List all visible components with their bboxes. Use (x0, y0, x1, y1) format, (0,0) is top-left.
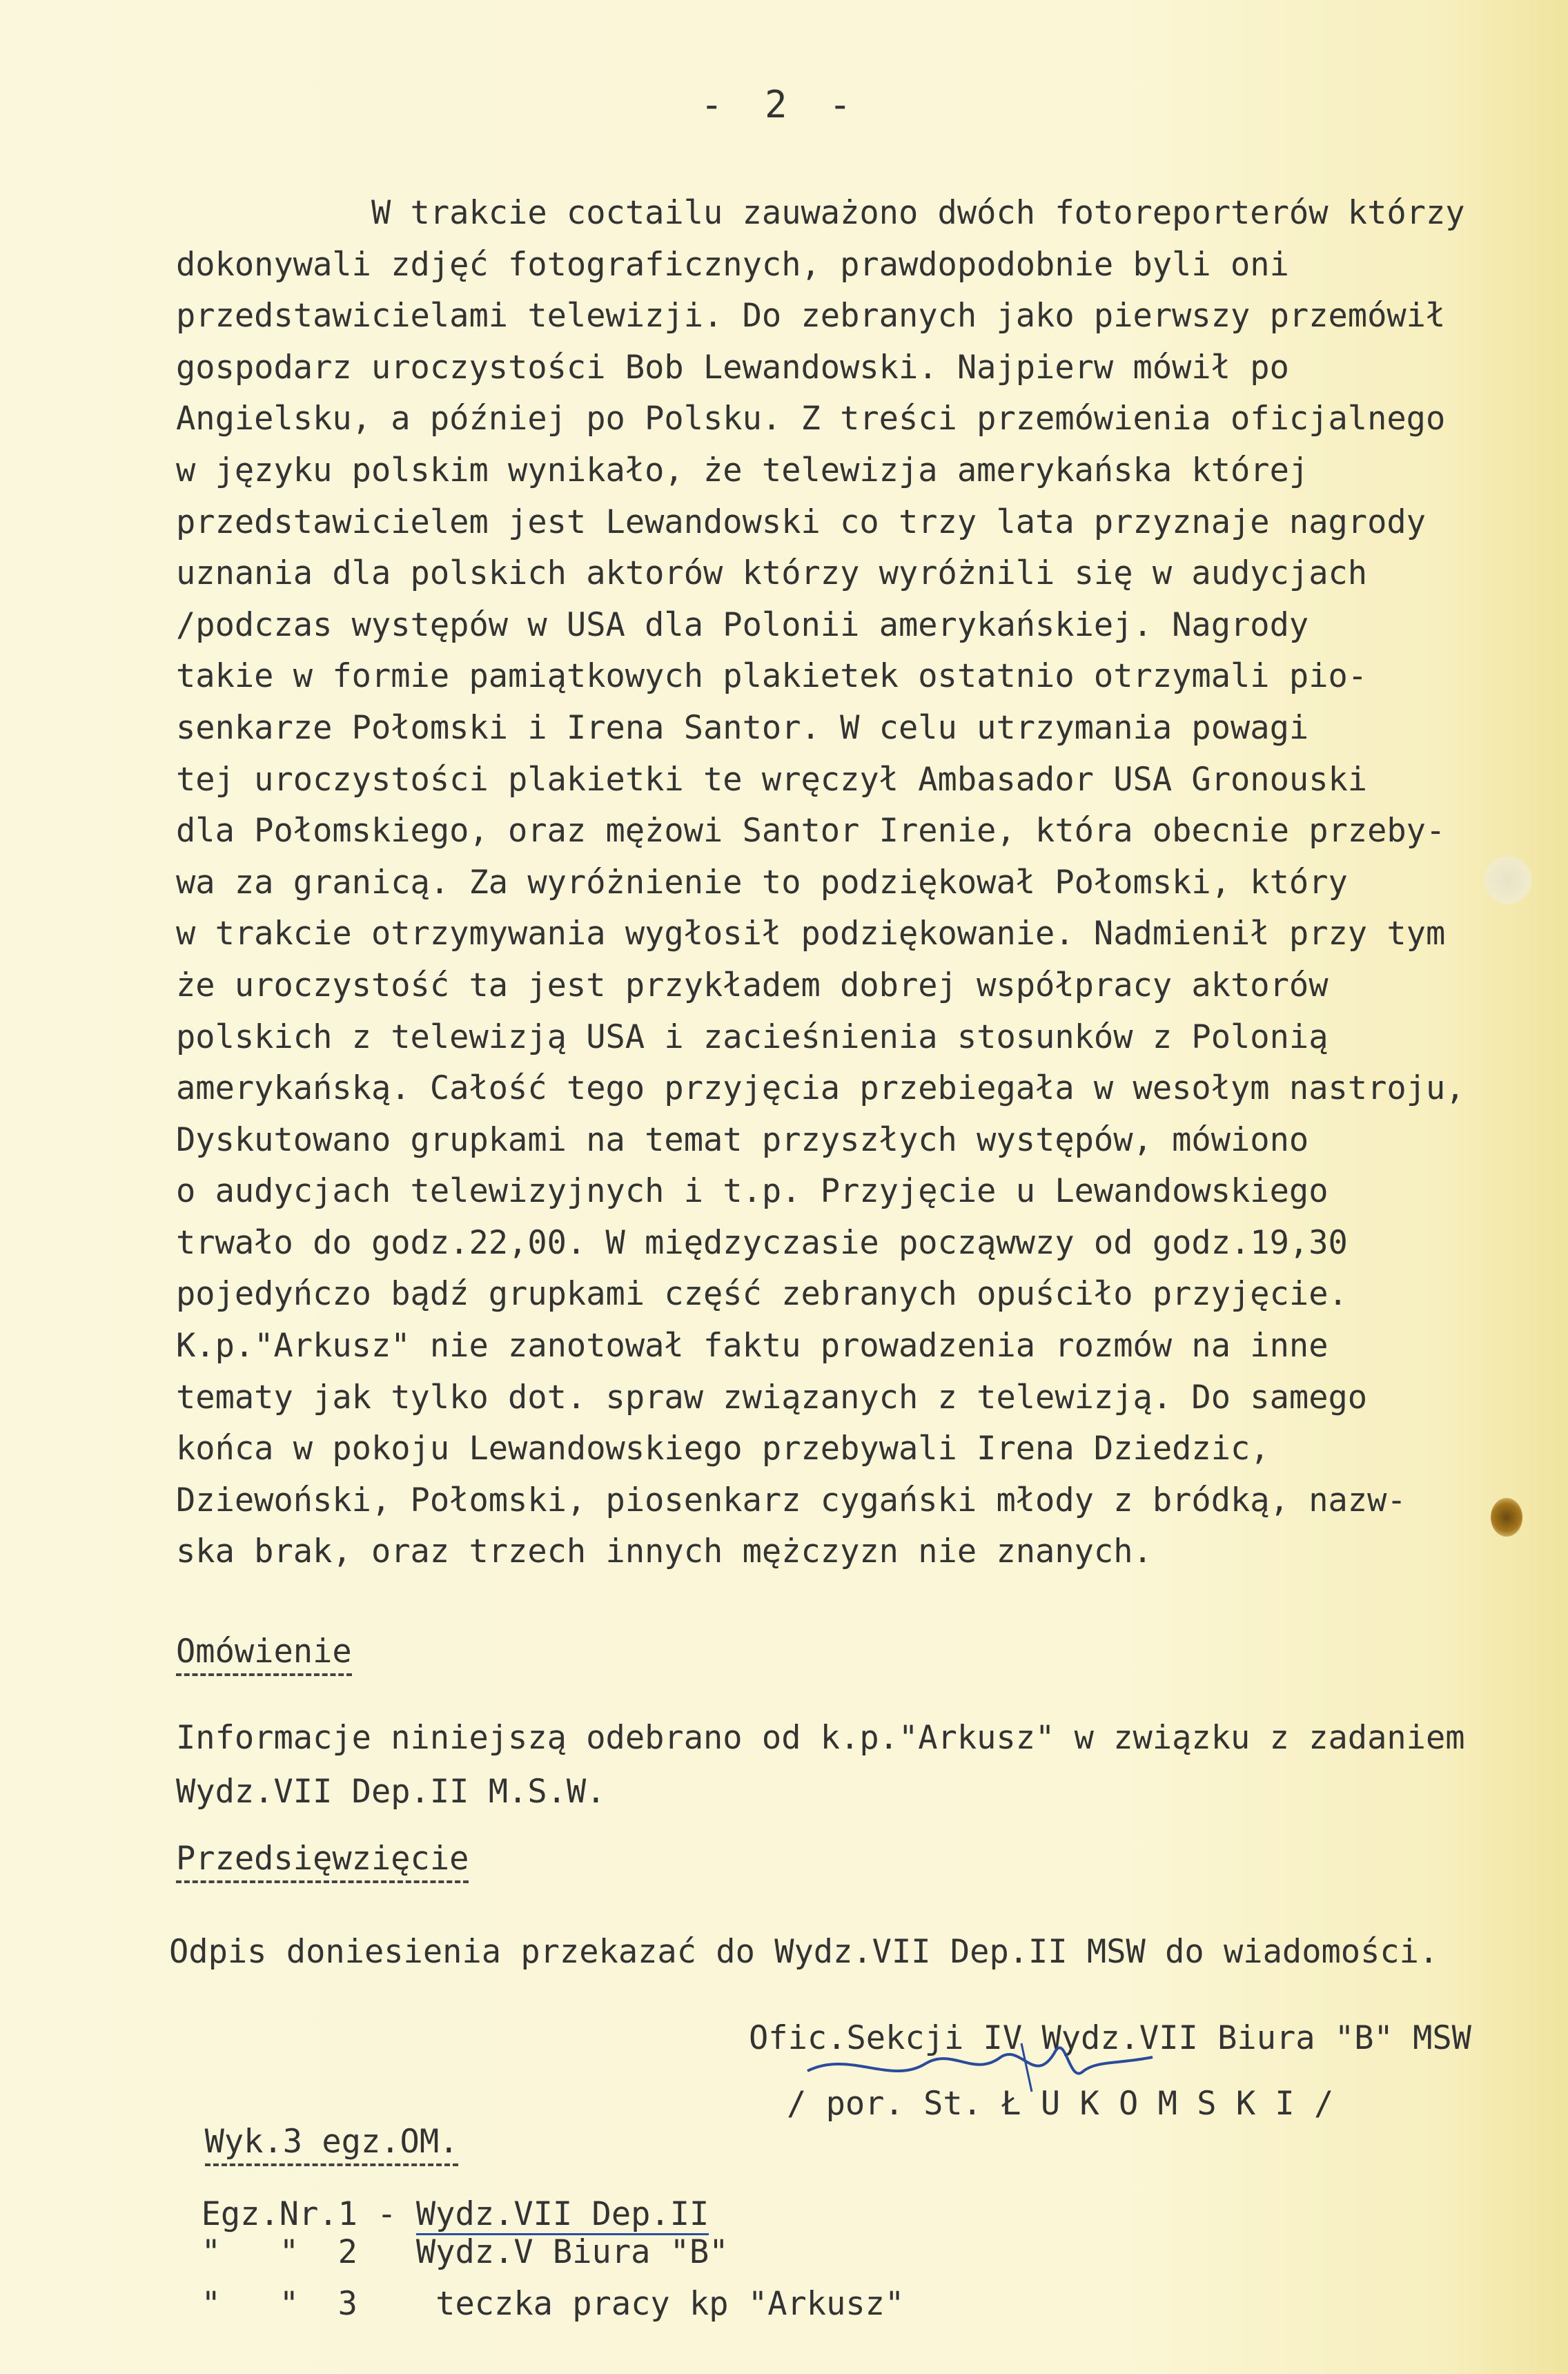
body-line: polskich z telewizją USA i zacieśnienia stosunków z Polonią (176, 1018, 1329, 1056)
body-line: przedstawicielem jest Lewandowski co trzy lata przyznaje nagrody (176, 503, 1426, 541)
copy-recipient: Wydz.VII Dep.II (416, 2195, 709, 2235)
distribution-header (166, 2085, 458, 2161)
paper-stain (1484, 856, 1532, 904)
omowienie-section (176, 1633, 352, 1671)
copy-prefix: " " 2 (201, 2233, 416, 2271)
body-line: amerykańską. Całość tego przyjęcia przebiegała w wesołym nastroju, (176, 1069, 1465, 1108)
paper-stain (1491, 1498, 1522, 1537)
body-line: wa za granicą. Za wyróżnienie to podziękował Połomski, który (176, 863, 1348, 902)
body-line: W trakcie coctailu zauważono dwóch fotoreporterów którzy (176, 194, 1465, 232)
body-line: tematy jak tylko dot. spraw związanych z telewizją. Do samego (176, 1378, 1368, 1417)
body-line: Angielsku, a później po Polsku. Z treści przemówienia oficjalnego (176, 400, 1446, 438)
body-line: Dyskutowano grupkami na temat przyszłych występów, mówiono (176, 1120, 1309, 1159)
omowienie-title: Omówienie (176, 1633, 352, 1676)
copy-prefix: " " 3 (201, 2285, 436, 2323)
body-line: w języku polskim wynikało, że telewizja amerykańska której (176, 451, 1309, 489)
przedsiewziecie-title: Przedsięwzięcie (176, 1840, 469, 1883)
body-line: trwało do godz.22,00. W międzyczasie począwwzy od godz.19,30 (176, 1223, 1348, 1262)
distribution-header-text: Wyk.3 egz.OM. (205, 2123, 459, 2166)
report-body (176, 188, 1556, 1578)
copy-recipient: Wydz.V Biura "B" (415, 2233, 729, 2271)
body-line: przedstawicielami telewizji. Do zebranych jako pierwszy przemówił (176, 297, 1446, 335)
distribution-copy-3 (162, 2247, 904, 2323)
body-line: K.p."Arkusz" nie zanotował faktu prowadzenia rozmów na inne (176, 1327, 1329, 1365)
body-line: Dziewoński, Połomski, piosenkarz cygański młody z bródką, nazw- (176, 1481, 1407, 1519)
body-line: w trakcie otrzymywania wygłosił podziękowanie. Nadmienił przy tym (176, 915, 1446, 953)
body-line: o audycjach telewizyjnych i t.p. Przyjęcie u Lewandowskiego (176, 1172, 1329, 1211)
copy-prefix: Egz.Nr.1 - (201, 2195, 416, 2233)
body-line: dla Połomskiego, oraz mężowi Santor Irenie, która obecnie przeby- (176, 812, 1446, 850)
przedsiewziecie-text: Odpis doniesienia przekazać do Wydz.VII Dep.II MSW do wiadomości. (169, 1933, 1439, 1971)
body-line: że uroczystość ta jest przykładem dobrej współpracy aktorów (176, 966, 1329, 1004)
body-line: ska brak, oraz trzech innych mężczyzn nie znanych. (176, 1533, 1153, 1571)
body-line: dokonywali zdjęć fotograficznych, prawdopodobnie byli oni (176, 245, 1289, 284)
body-line: senkarze Połomski i Irena Santor. W celu utrzymania powagi (176, 708, 1309, 747)
page-number: - 2 - (700, 83, 861, 126)
copy-recipient: teczka pracy kp "Arkusz" (435, 2285, 905, 2323)
omowienie-text-1: Informacje niniejszą odebrano od k.p."Arkusz" w związku z zadaniem (176, 1719, 1465, 1757)
body-line: pojedyńczo bądź grupkami część zebranych opuściło przyjęcie. (176, 1275, 1348, 1314)
omowienie-text-2: Wydz.VII Dep.II M.S.W. (176, 1773, 606, 1811)
signature-position: Ofic.Sekcji IV Wydz.VII Biura "B" MSW (749, 2019, 1471, 2057)
przedsiewziecie-section (176, 1840, 469, 1878)
body-line: /podczas występów w USA dla Polonii amerykańskiej. Nagrody (176, 605, 1309, 644)
signature-name: / por. St. Ł U K O M S K I / (787, 2085, 1334, 2123)
body-line: tej uroczystości plakietki te wręczył Ambasador USA Gronouski (176, 760, 1368, 799)
body-line: końca w pokoju Lewandowskiego przebywali Irena Dziedzic, (176, 1430, 1270, 1468)
body-line: gospodarz uroczystości Bob Lewandowski. Najpierw mówił po (176, 348, 1289, 387)
body-line: takie w formie pamiątkowych plakietek ostatnio otrzymali pio- (176, 657, 1368, 696)
body-line: uznania dla polskich aktorów którzy wyróżnili się w audycjach (176, 554, 1368, 593)
